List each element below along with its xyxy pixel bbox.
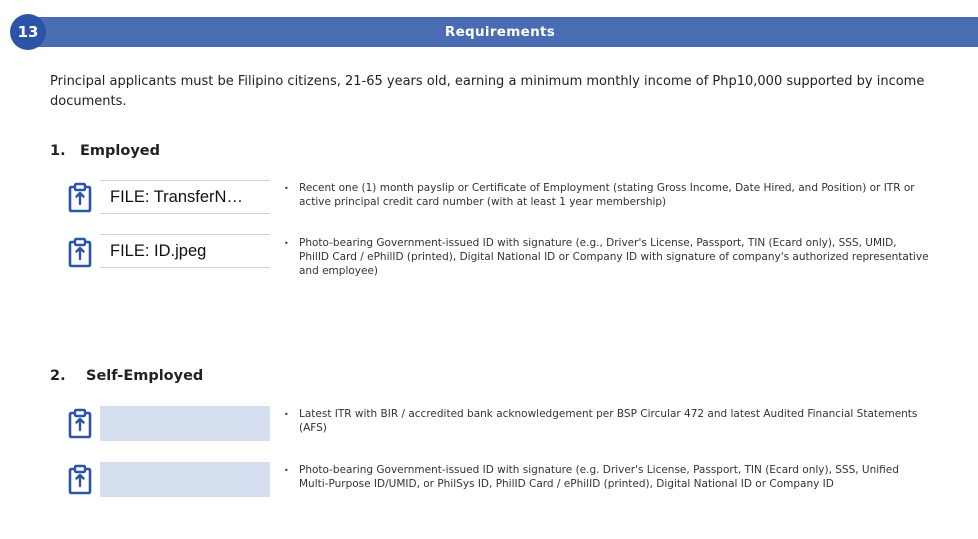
bullet: • xyxy=(284,239,289,248)
requirement-text-self-gov-id: Photo-bearing Government-issued ID with signature (e.g. Driver's License, Passport, TIN (Ecard only), SSS, Unified Multi-Purpose ID/UMID, or PhilSys ID, PhilID Card / ePhilID (printed), Digital National ID or Company ID xyxy=(299,464,899,490)
bullet: • xyxy=(284,184,289,193)
file-upload-field-payslip[interactable]: FILE: TransferN… xyxy=(100,180,270,214)
file-upload-field-gov-id[interactable]: FILE: ID.jpeg xyxy=(100,234,270,268)
section-number: 1. xyxy=(50,143,66,159)
file-upload-field-self-gov-id[interactable] xyxy=(100,462,270,497)
intro-text: Principal applicants must be Filipino citizens, 21-65 years old, earning a minimum monthly income of Php10,000 supported by income documents. xyxy=(50,74,925,109)
clipboard-upload-icon[interactable] xyxy=(67,463,93,495)
requirement-text-itr: Latest ITR with BIR / accredited bank acknowledgement per BSP Circular 472 and latest Audited Financial Statements (AFS) xyxy=(299,408,918,434)
section-title: Self-Employed xyxy=(86,368,204,384)
section-title: Employed xyxy=(80,143,160,159)
step-number-badge: 13 xyxy=(10,14,46,50)
bullet: • xyxy=(284,466,289,475)
section-heading-self-employed xyxy=(50,368,203,384)
clipboard-upload-icon[interactable] xyxy=(67,181,93,213)
bullet: • xyxy=(284,410,289,419)
clipboard-upload-icon[interactable] xyxy=(67,407,93,439)
section-header-title: Requirements xyxy=(444,24,556,40)
requirement-text-gov-id: Photo-bearing Government-issued ID with signature (e.g., Driver's License, Passport, TIN (Ecard only), SSS, UMID, PhilID Card / ePhilID (printed), Digital National ID or Company ID with signature of company's authorized representative and employee) xyxy=(299,237,929,277)
file-upload-field-itr[interactable] xyxy=(100,406,270,441)
section-heading-employed xyxy=(50,143,160,159)
section-number: 2. xyxy=(50,368,66,384)
clipboard-upload-icon[interactable] xyxy=(67,236,93,268)
requirement-text-payslip: Recent one (1) month payslip or Certificate of Employment (stating Gross Income, Date Hired, and Position) or ITR or active principal credit card number (with at least 1 year membership) xyxy=(299,182,915,208)
